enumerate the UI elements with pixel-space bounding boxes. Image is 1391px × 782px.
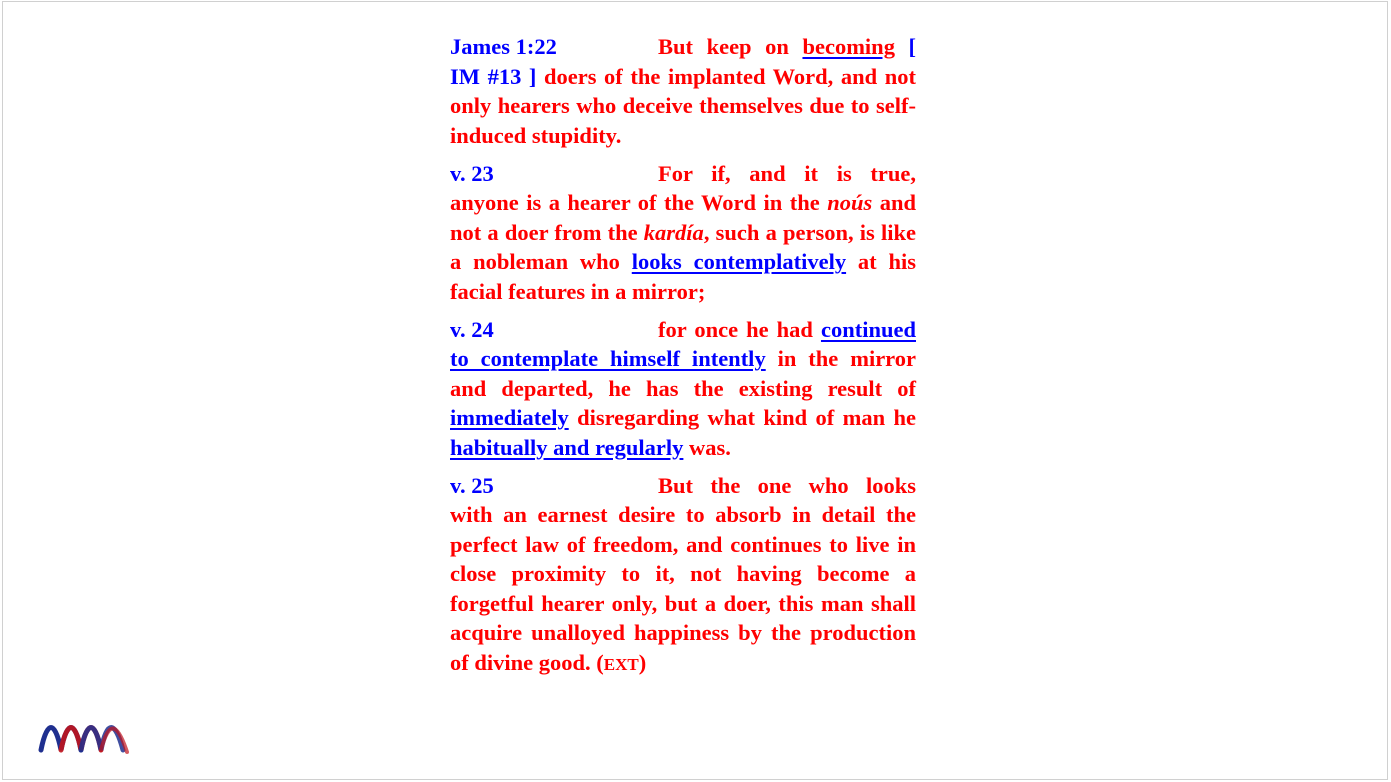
verse-text: But keep on <box>658 34 803 59</box>
wave-logo-icon <box>37 716 131 758</box>
verse-text: for once he had <box>658 316 821 342</box>
verse-text-u: habitually and regularly <box>450 434 684 460</box>
verse-text: at his facial features in a mirror; <box>450 249 916 304</box>
verse-text <box>895 34 909 59</box>
verse-text-u: immediately <box>450 405 569 430</box>
verse-text-u: looks contemplatively <box>631 249 847 274</box>
verse-reference: v. 24 <box>450 316 494 342</box>
verse-text: For if, and it is true, anyone is a hearer of the Word in the <box>450 160 916 215</box>
verse-reference: James 1:22 <box>450 34 557 59</box>
verse-text-blue: [ IM #13 ] <box>450 34 917 89</box>
verse-text: disregarding what kind of man he <box>568 405 916 430</box>
verse-text: , such a person, is like a nobleman who <box>450 219 916 274</box>
verse-reference: v. 23 <box>450 160 494 186</box>
verse-text: But the one who looks with an earnest desire to absorb in detail the perfect law of freedom, and continues to live in close proximity to it, not having become a forgetful hearer only, but a doer, this man shall acquire unalloyed happiness by the production of divine good. ( <box>450 472 916 675</box>
verse-reference: v. 25 <box>450 472 494 498</box>
verse-paragraph <box>450 315 916 463</box>
verse-paragraph <box>450 471 916 680</box>
verse-text-u: continued to contemplate himself intently <box>450 316 916 371</box>
verse-text: in the mirror and departed, he has the existing result of <box>450 346 916 401</box>
verse-text-italic: kardía <box>643 219 704 245</box>
verse-text-ext: EXT <box>603 654 639 674</box>
verse-text: and not a doer from the <box>450 190 916 245</box>
verse-text: ) <box>638 649 647 675</box>
verse-text-italic: noús <box>827 190 873 215</box>
scripture-column <box>450 32 916 688</box>
verse-text-u-red: becoming <box>802 34 895 59</box>
verse-paragraph <box>450 159 916 307</box>
verse-text: was. <box>683 434 731 460</box>
verse-paragraph <box>450 32 916 150</box>
verse-text: doers of the implanted Word, and not only hearers who deceive themselves due to self-induced stupidity. <box>450 63 916 148</box>
slide <box>2 1 1388 780</box>
